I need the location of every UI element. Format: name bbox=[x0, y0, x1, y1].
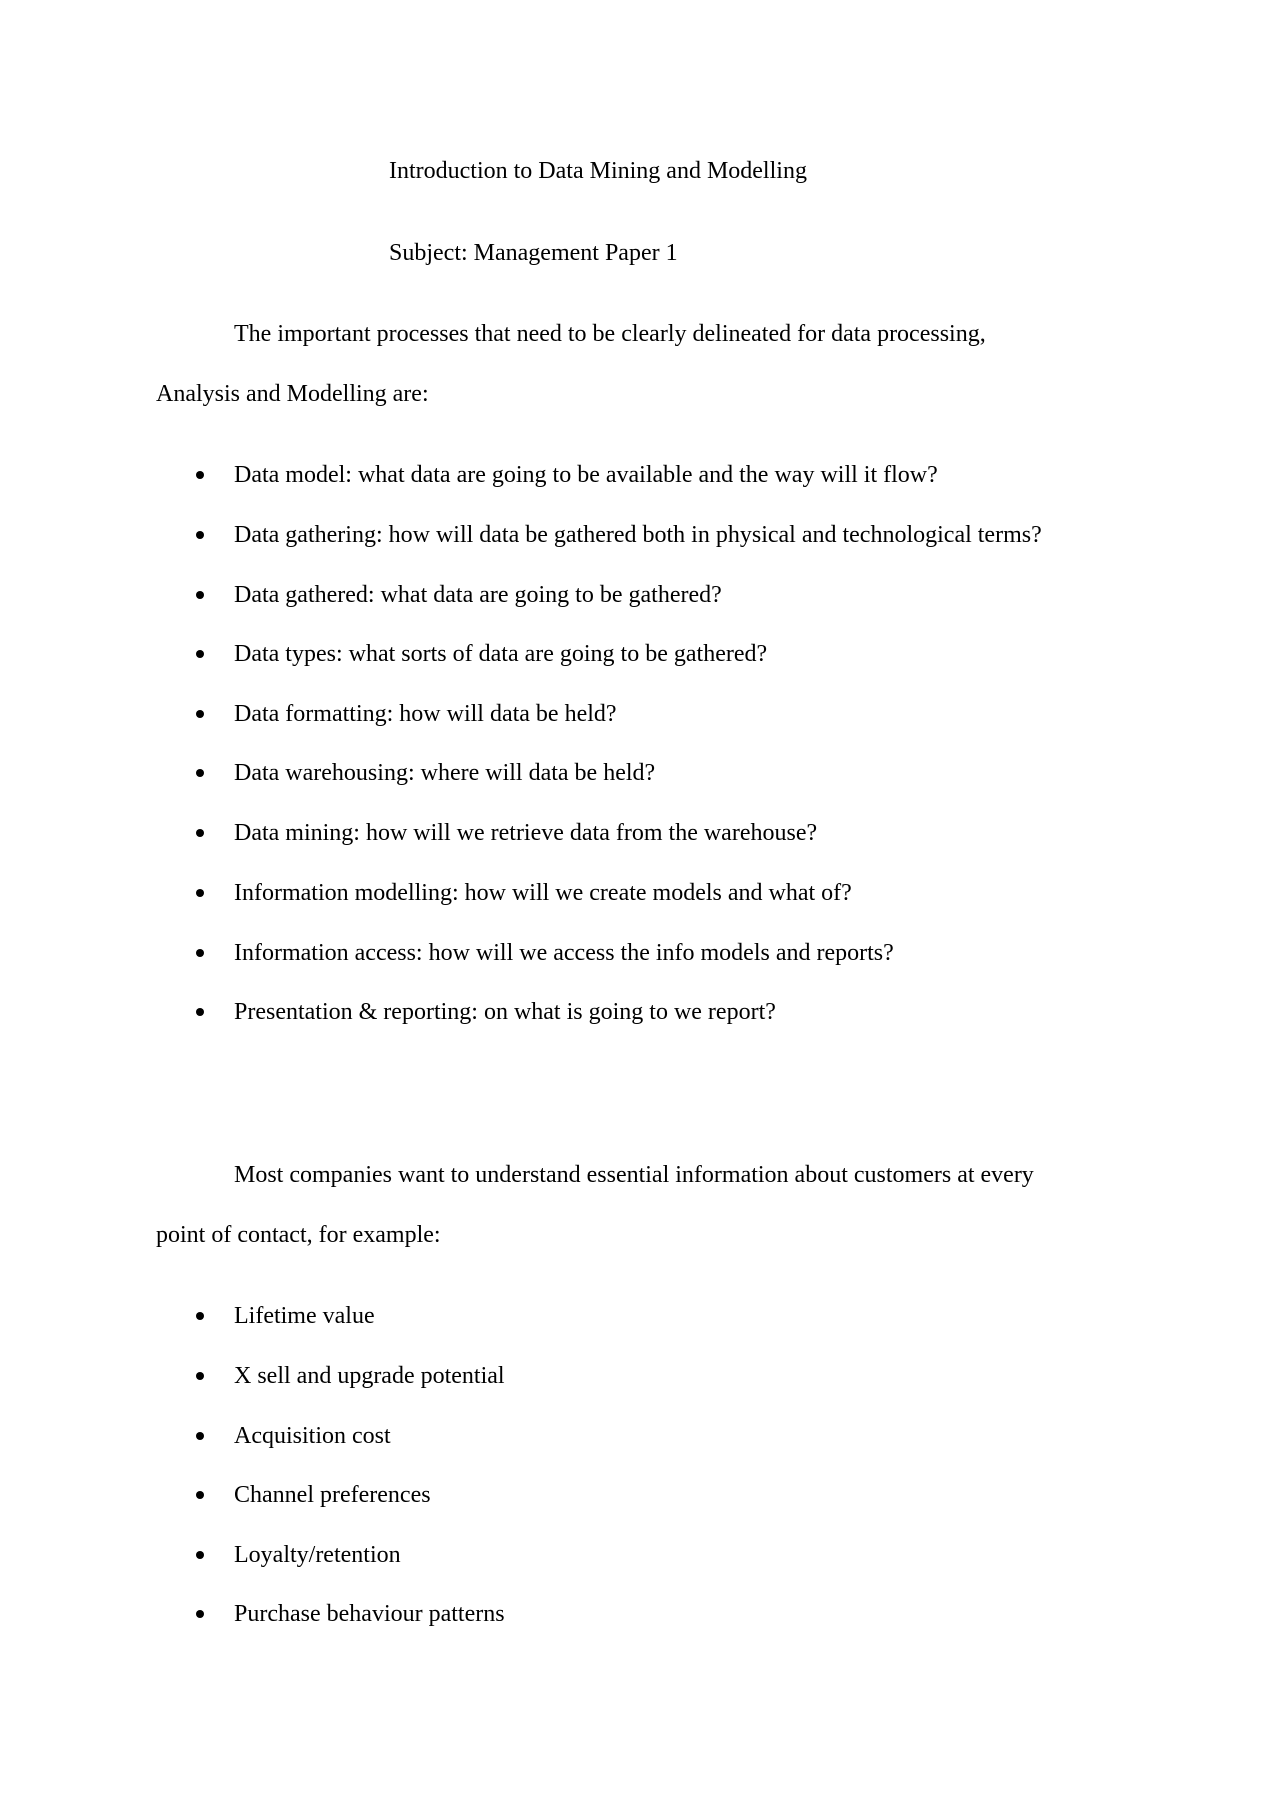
list-item-text: Data warehousing: where will data be held? bbox=[234, 760, 656, 786]
bullet-icon bbox=[196, 1610, 204, 1618]
paragraph-intro-line: Analysis and Modelling are: bbox=[156, 381, 429, 407]
list-item-text: Information access: how will we access the info models and reports? bbox=[234, 940, 894, 966]
bullet-icon bbox=[196, 591, 204, 599]
bullet-icon bbox=[196, 1312, 204, 1320]
bullet-icon bbox=[196, 710, 204, 718]
paragraph-intro-line: The important processes that need to be clearly delineated for data processing, bbox=[234, 321, 986, 347]
bullet-icon bbox=[196, 1432, 204, 1440]
bullet-icon bbox=[196, 1372, 204, 1380]
list-item-text: Data mining: how will we retrieve data from the warehouse? bbox=[234, 820, 818, 846]
bullet-icon bbox=[196, 650, 204, 658]
list-item-text: Channel preferences bbox=[234, 1482, 431, 1508]
bullet-icon bbox=[196, 1491, 204, 1499]
bullet-icon bbox=[196, 829, 204, 837]
list-item-text: Data formatting: how will data be held? bbox=[234, 701, 617, 727]
bullet-icon bbox=[196, 949, 204, 957]
document-title: Introduction to Data Mining and Modelling bbox=[389, 158, 807, 184]
paragraph-customers-line: Most companies want to understand essential information about customers at every bbox=[234, 1162, 1034, 1188]
list-item-text: Presentation & reporting: on what is going to we report? bbox=[234, 999, 776, 1025]
list-item-text: Data model: what data are going to be available and the way will it flow? bbox=[234, 462, 938, 488]
bullet-icon bbox=[196, 1551, 204, 1559]
list-item-text: Lifetime value bbox=[234, 1303, 375, 1329]
list-item-text: Loyalty/retention bbox=[234, 1542, 401, 1568]
list-item-text: Purchase behaviour patterns bbox=[234, 1601, 505, 1627]
bullet-icon bbox=[196, 471, 204, 479]
bullet-icon bbox=[196, 531, 204, 539]
list-item-text: Data gathering: how will data be gathered both in physical and technological terms? bbox=[234, 522, 1042, 548]
paragraph-customers-line: point of contact, for example: bbox=[156, 1222, 441, 1248]
list-item-text: Acquisition cost bbox=[234, 1423, 391, 1449]
list-item-text: Data types: what sorts of data are going to be gathered? bbox=[234, 641, 768, 667]
list-item-text: Data gathered: what data are going to be gathered? bbox=[234, 582, 722, 608]
bullet-icon bbox=[196, 1008, 204, 1016]
list-item-text: X sell and upgrade potential bbox=[234, 1363, 505, 1389]
document-subject: Subject: Management Paper 1 bbox=[389, 240, 678, 266]
bullet-icon bbox=[196, 769, 204, 777]
list-item-text: Information modelling: how will we create models and what of? bbox=[234, 880, 852, 906]
bullet-icon bbox=[196, 889, 204, 897]
